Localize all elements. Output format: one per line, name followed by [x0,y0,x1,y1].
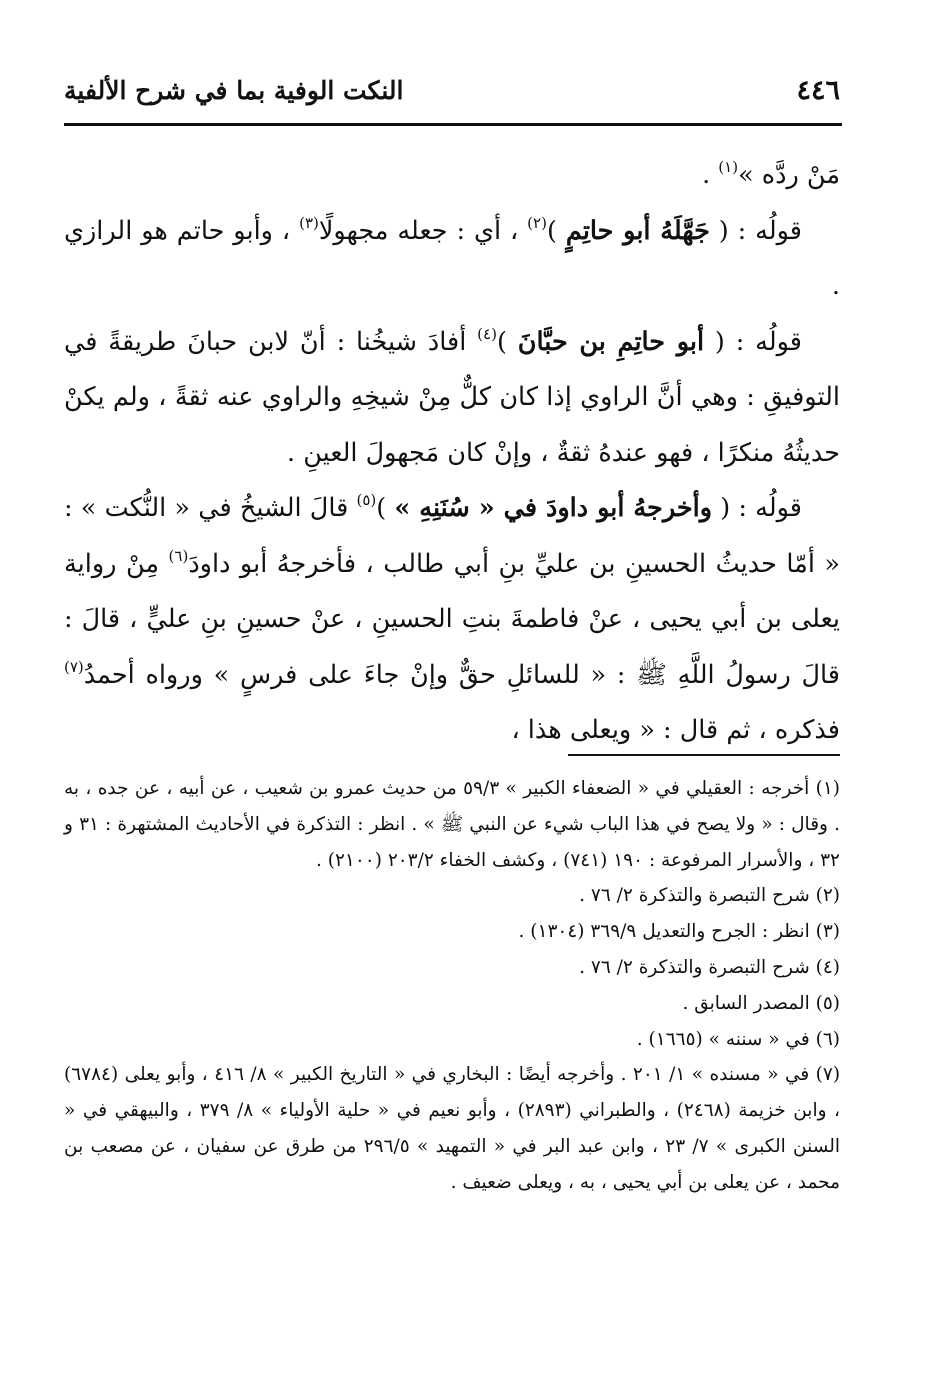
main-text [64,148,840,759]
p4-lead: قولُه : ( [712,493,802,523]
footnote-ref-5: (٥) [356,490,377,509]
p4-close: ) [376,493,395,523]
footnote-4: (٤) شرح التبصرة والتذكرة ٢/ ٧٦ . [579,956,840,978]
p3-quoted-term: أبو حاتِمِ بن حبَّانَ [517,326,705,357]
footnote-separator [568,754,840,756]
footnotes [64,771,840,1201]
footnote-2: (٢) شرح التبصرة والتذكرة ٢/ ٧٦ . [579,885,840,907]
p3-lead: قولُه : ( [704,326,802,357]
page-number: ٤٤٦ [796,74,840,106]
p4-quoted-term: وأخرجهُ أبو داودَ في « سُنَنِهِ » [394,493,713,523]
footnote-ref-1: (١) [718,157,739,176]
p4-tail: فذكره ، ثم قال : « ويعلى هذا ، [511,715,840,745]
p3-tail: أفادَ شيخُنا : أنّ لابن حبانَ طريقةً في التوفيقِ : وهي أنَّ الراوي إذا كان كلٌّ مِنْ شيخِهِ والراوي عنه ثقةً ، ولم يكنْ حديثُهُ منكرًا ، فهو عندهُ ثقةٌ ، وإنْ كان مَجهولَ العينِ . [64,326,840,468]
running-title: النكت الوفية بما في شرح الألفية [64,75,404,105]
paragraph-3 [64,315,840,482]
footnote-7: (٧) في « مسنده » ١/ ٢٠١ . وأخرجه أيضًا : البخاري في « التاريخ الكبير » ٨/ ٤١٦ ، وأبو يعلى (٦٧٨٤) ، وابن خزيمة (٢٤٦٨) ، والطبراني (٢٨٩٣) ، وأبو نعيم في « حلية الأولياء » ٨/ ٣٧٩ ، والبيهقي في « السنن الكبرى » ٧/ ٢٣ ، وابن عبد البر في « التمهيد » ٢٩٦/٥ من طرق عن سفيان ، عن مصعب بن محمد ، عن يعلى بن أبي يحيى ، به ، ويعلى ضعيف . [64,1064,841,1193]
p2-quoted-term: جَهَّلَهُ أبو حاتِمٍ [565,215,710,246]
footnote-ref-4: (٤) [477,324,497,343]
footnote-ref-7: (٧) [64,657,84,676]
footnote-ref-6: (٦) [168,546,189,565]
p2-lead: قولُه : ( [709,215,802,246]
p4-mid1: قالَ الشيخُ في « النُّكت » : « أمّا حديثُ الحسينِ بن عليِّ بنِ أبي طالب ، فأخرجهُ أبو داودَ [64,493,840,579]
p1-text: مَنْ ردَّه » [738,160,840,190]
p2-tail: ، وأبو حاتم هو الرازي . [64,215,840,301]
paragraph-4 [64,481,840,759]
footnote-1: (١) أخرجه : العقيلي في « الضعفاء الكبير » ٥٩/٣ من حديث عمرو بن شعيب ، عن أبيه ، عن جده ، به . وقال : « ولا يصح في هذا الباب شيء عن النبي ﷺ » . انظر : التذكرة في الأحاديث المشتهرة : ٣١ و ٣٢ ، والأسرار المرفوعة : ١٩٠ (٧٤١) ، وكشف الخفاء ٢٠٣/٢ (٢١٠٠) . [64,778,840,871]
footnote-5: (٥) المصدر السابق . [682,992,840,1014]
p4-mid2: مِنْ رواية يعلى بن أبي يحيى ، عنْ فاطمةَ بنتِ الحسينِ ، عنْ حسينِ بنِ عليٍّ ، قالَ : قالَ رسولُ اللَّهِ ﷺ : « للسائلِ حقٌّ وإنْ جاءَ على فرسٍ » ورواه أحمدُ [64,548,840,690]
footnote-3: (٣) انظر : الجرح والتعديل ٣٦٩/٩ (١٣٠٤) . [518,921,840,943]
page-header [64,70,840,110]
p3-close: ) [496,326,518,357]
header-rule [64,123,842,126]
p2-mid: ، أي : جعله مجهولًا [318,215,528,246]
footnote-ref-2: (٢) [527,213,547,232]
footnote-6: (٦) في « سننه » (١٦٦٥) . [636,1028,840,1050]
paragraph-1 [64,148,840,204]
p1-tail: . [702,160,719,190]
p2-close: ) [546,215,566,246]
footnote-ref-3: (٣) [299,213,319,232]
paragraph-2 [64,204,840,315]
